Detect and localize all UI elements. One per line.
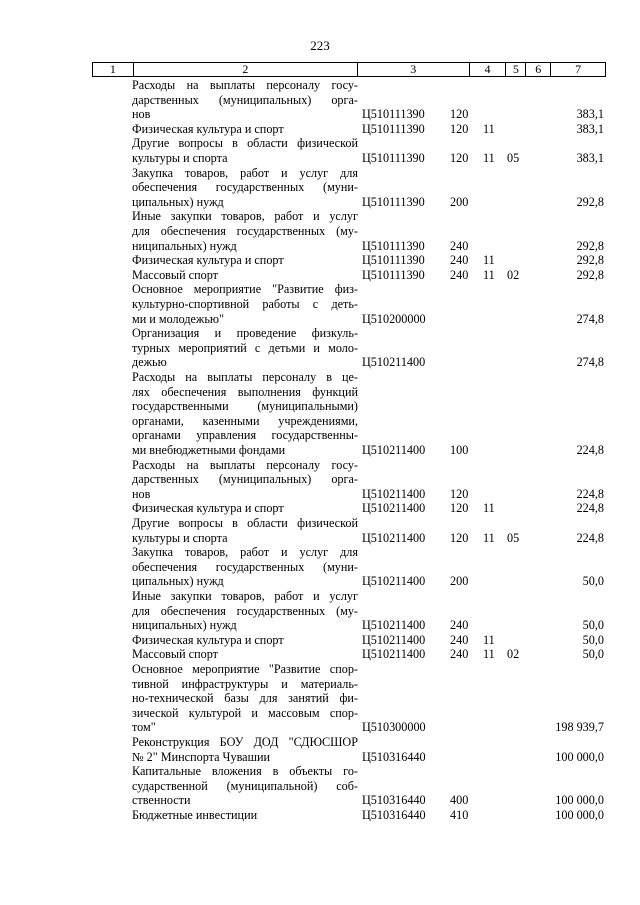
row-code: Ц510111390 bbox=[362, 253, 425, 268]
table-row bbox=[0, 647, 640, 662]
table-row bbox=[0, 122, 640, 137]
row-code: Ц510111390 bbox=[362, 267, 425, 282]
row-name-line: Расходы на выплаты персоналу госу- bbox=[132, 78, 358, 92]
table-row bbox=[0, 326, 640, 370]
row-name-line: Расходы на выплаты персоналу госу- bbox=[132, 457, 358, 472]
row-name bbox=[132, 370, 358, 458]
row-name-line: Закупка товаров, работ и услуг для bbox=[132, 545, 358, 560]
row-name-line: сударственной (муниципальной) соб- bbox=[132, 778, 358, 793]
row-code: Ц510211400 bbox=[362, 442, 426, 457]
header-col-7: 7 bbox=[550, 63, 605, 76]
row-code: Ц510211400 bbox=[362, 486, 426, 501]
row-name-line: ниципальных) нужд bbox=[132, 238, 237, 253]
row-subsection: 02 bbox=[507, 267, 520, 282]
row-expense-type: 120 bbox=[450, 121, 469, 136]
row-name-line: турных мероприятий с детьми и моло- bbox=[132, 340, 358, 355]
table-row bbox=[0, 735, 640, 764]
row-name bbox=[132, 808, 358, 823]
table-body bbox=[0, 78, 640, 822]
row-name-line: Иные закупки товаров, работ и услуг bbox=[132, 209, 358, 224]
row-code: Ц510111390 bbox=[362, 107, 425, 122]
row-name-line: ственности bbox=[132, 793, 191, 808]
row-name bbox=[132, 268, 358, 283]
row-name bbox=[132, 136, 358, 165]
row-name-line: тивной инфраструктуры и материаль- bbox=[132, 676, 358, 691]
header-col-6: 6 bbox=[525, 63, 550, 76]
row-section: 11 bbox=[483, 253, 495, 268]
row-name bbox=[132, 326, 358, 370]
row-name-line: для обеспечения государственных (му- bbox=[132, 603, 358, 618]
row-expense-type: 240 bbox=[450, 618, 469, 633]
row-amount: 198 939,7 bbox=[555, 720, 604, 735]
table-row bbox=[0, 166, 640, 210]
row-name-line: Другие вопросы в области физической bbox=[132, 136, 358, 151]
row-name bbox=[132, 209, 358, 253]
row-name bbox=[132, 458, 358, 502]
row-name-line: Физическая культура и спорт bbox=[132, 253, 284, 268]
row-name bbox=[132, 735, 358, 764]
row-section: 11 bbox=[483, 501, 495, 516]
row-name-line: лях обеспечения выполнения функций bbox=[132, 384, 358, 399]
row-amount: 100 000,0 bbox=[555, 749, 604, 764]
row-name-line: ми внебюджетными фондами bbox=[132, 442, 286, 457]
row-amount: 383,1 bbox=[576, 121, 604, 136]
row-name-line: Расходы на выплаты персоналу в це- bbox=[132, 369, 358, 384]
table-header bbox=[92, 62, 606, 77]
row-name-line: Организация и проведение физкуль- bbox=[132, 326, 358, 341]
table-row bbox=[0, 516, 640, 545]
row-name-line: Физическая культура и спорт bbox=[132, 121, 284, 136]
row-amount: 224,8 bbox=[576, 501, 604, 516]
page-number: 223 bbox=[310, 38, 330, 53]
row-amount: 292,8 bbox=[576, 253, 604, 268]
table-row bbox=[0, 136, 640, 165]
row-name-line: Основное мероприятие "Развитие спор- bbox=[132, 661, 358, 676]
row-section: 11 bbox=[483, 267, 495, 282]
row-code: Ц510211400 bbox=[362, 355, 426, 370]
row-name-line: культуры и спорта bbox=[132, 150, 228, 165]
row-name-line: для обеспечения государственных (му- bbox=[132, 223, 358, 238]
row-name-line: Капитальные вложения в объекты го- bbox=[132, 764, 358, 779]
table-row bbox=[0, 662, 640, 735]
row-name-line: Массовый спорт bbox=[132, 267, 218, 282]
row-section: 11 bbox=[483, 647, 495, 662]
table-row bbox=[0, 501, 640, 516]
row-name-line: Другие вопросы в области физической bbox=[132, 515, 358, 530]
row-expense-type: 240 bbox=[450, 253, 469, 268]
row-code: Ц510111390 bbox=[362, 121, 425, 136]
row-name-line: Основное мероприятие "Развитие физ- bbox=[132, 282, 358, 297]
row-section: 11 bbox=[483, 632, 495, 647]
row-code: Ц510111390 bbox=[362, 238, 425, 253]
row-amount: 292,8 bbox=[576, 267, 604, 282]
row-amount: 224,8 bbox=[576, 530, 604, 545]
row-code: Ц510211400 bbox=[362, 632, 426, 647]
table-row bbox=[0, 78, 640, 122]
row-name-line: Бюджетные инвестиции bbox=[132, 807, 258, 822]
table-row bbox=[0, 282, 640, 326]
row-expense-type: 240 bbox=[450, 267, 469, 282]
row-expense-type: 400 bbox=[450, 793, 469, 808]
table-row bbox=[0, 458, 640, 502]
row-code: Ц510316440 bbox=[362, 749, 426, 764]
row-name bbox=[132, 166, 358, 210]
row-code: Ц510111390 bbox=[362, 150, 425, 165]
row-code: Ц510200000 bbox=[362, 311, 426, 326]
row-code: Ц510300000 bbox=[362, 720, 426, 735]
row-name-line: № 2" Минспорта Чувашии bbox=[132, 749, 271, 764]
row-expense-type: 120 bbox=[450, 501, 469, 516]
row-name bbox=[132, 647, 358, 662]
row-expense-type: 240 bbox=[450, 238, 469, 253]
row-subsection: 02 bbox=[507, 647, 520, 662]
row-name bbox=[132, 516, 358, 545]
row-amount: 274,8 bbox=[576, 311, 604, 326]
row-amount: 50,0 bbox=[582, 632, 604, 647]
row-name-line: дарственных (муниципальных) орга- bbox=[132, 92, 358, 107]
row-name bbox=[132, 545, 358, 589]
row-code: Ц510211400 bbox=[362, 501, 426, 516]
row-subsection: 05 bbox=[507, 150, 520, 165]
row-amount: 274,8 bbox=[576, 355, 604, 370]
row-name-line: ципальных) нужд bbox=[132, 574, 224, 589]
row-amount: 100 000,0 bbox=[555, 807, 604, 822]
row-name-line: дежью bbox=[132, 355, 167, 370]
row-expense-type: 240 bbox=[450, 632, 469, 647]
row-name-line: зической культурой и массовым спор- bbox=[132, 705, 358, 720]
row-code: Ц510111390 bbox=[362, 194, 425, 209]
row-amount: 224,8 bbox=[576, 442, 604, 457]
row-expense-type: 200 bbox=[450, 574, 469, 589]
row-code: Ц510316440 bbox=[362, 793, 426, 808]
row-name-line: Иные закупки товаров, работ и услуг bbox=[132, 588, 358, 603]
table-row bbox=[0, 253, 640, 268]
row-expense-type: 410 bbox=[450, 807, 469, 822]
row-name bbox=[132, 78, 358, 122]
row-name-line: нов bbox=[132, 486, 151, 501]
table-row bbox=[0, 633, 640, 648]
table-row bbox=[0, 589, 640, 633]
row-name-line: Реконструкция БОУ ДОД "СДЮСШОР bbox=[132, 734, 358, 749]
header-col-2: 2 bbox=[133, 63, 357, 76]
row-name-line: обеспечения государственных (муни- bbox=[132, 559, 358, 574]
row-name bbox=[132, 662, 358, 735]
row-name-line: нов bbox=[132, 107, 151, 122]
row-section: 11 bbox=[483, 121, 495, 136]
row-code: Ц510211400 bbox=[362, 574, 426, 589]
row-name bbox=[132, 501, 358, 516]
table-row bbox=[0, 764, 640, 808]
row-name bbox=[132, 253, 358, 268]
row-name-line: ципальных) нужд bbox=[132, 194, 224, 209]
row-amount: 383,1 bbox=[576, 107, 604, 122]
row-name-line: ми и молодежью" bbox=[132, 311, 224, 326]
row-name-line: Закупка товаров, работ и услуг для bbox=[132, 165, 358, 180]
row-code: Ц510211400 bbox=[362, 618, 426, 633]
row-amount: 100 000,0 bbox=[555, 793, 604, 808]
row-amount: 292,8 bbox=[576, 194, 604, 209]
row-amount: 50,0 bbox=[582, 618, 604, 633]
header-col-5: 5 bbox=[505, 63, 525, 76]
row-name-line: органами управления государственны- bbox=[132, 428, 358, 443]
row-name-line: дарственных (муниципальных) орга- bbox=[132, 472, 358, 487]
row-name-line: Физическая культура и спорт bbox=[132, 501, 284, 516]
table-row bbox=[0, 545, 640, 589]
table-row bbox=[0, 808, 640, 823]
row-code: Ц510211400 bbox=[362, 647, 426, 662]
row-name bbox=[132, 633, 358, 648]
row-code: Ц510316440 bbox=[362, 807, 426, 822]
table-row bbox=[0, 268, 640, 283]
table-row bbox=[0, 209, 640, 253]
row-name bbox=[132, 122, 358, 137]
header-col-4: 4 bbox=[469, 63, 506, 76]
row-expense-type: 120 bbox=[450, 486, 469, 501]
row-amount: 383,1 bbox=[576, 150, 604, 165]
row-name bbox=[132, 282, 358, 326]
table-row bbox=[0, 370, 640, 458]
row-code: Ц510211400 bbox=[362, 530, 426, 545]
row-name bbox=[132, 764, 358, 808]
row-name-line: Массовый спорт bbox=[132, 647, 218, 662]
row-section: 11 bbox=[483, 530, 495, 545]
row-expense-type: 120 bbox=[450, 530, 469, 545]
row-subsection: 05 bbox=[507, 530, 520, 545]
row-amount: 224,8 bbox=[576, 486, 604, 501]
row-amount: 292,8 bbox=[576, 238, 604, 253]
row-name bbox=[132, 589, 358, 633]
row-expense-type: 200 bbox=[450, 194, 469, 209]
row-name-line: но-технической базы для занятий фи- bbox=[132, 691, 358, 706]
row-expense-type: 100 bbox=[450, 442, 469, 457]
row-section: 11 bbox=[483, 150, 495, 165]
header-col-1: 1 bbox=[109, 62, 116, 76]
row-name-line: органами, казенными учреждениями, bbox=[132, 413, 358, 428]
row-name-line: обеспечения государственных (муни- bbox=[132, 180, 358, 195]
row-expense-type: 120 bbox=[450, 107, 469, 122]
row-name-line: государственными (муниципальными) bbox=[132, 399, 358, 414]
row-name-line: культурно-спортивной работы с деть- bbox=[132, 296, 358, 311]
row-name-line: культуры и спорта bbox=[132, 530, 228, 545]
row-expense-type: 240 bbox=[450, 647, 469, 662]
row-name-line: Физическая культура и спорт bbox=[132, 632, 284, 647]
row-name-line: ниципальных) нужд bbox=[132, 618, 237, 633]
row-name-line: том" bbox=[132, 720, 156, 735]
row-amount: 50,0 bbox=[582, 647, 604, 662]
row-amount: 50,0 bbox=[582, 574, 604, 589]
row-expense-type: 120 bbox=[450, 150, 469, 165]
header-col-3: 3 bbox=[357, 63, 469, 76]
